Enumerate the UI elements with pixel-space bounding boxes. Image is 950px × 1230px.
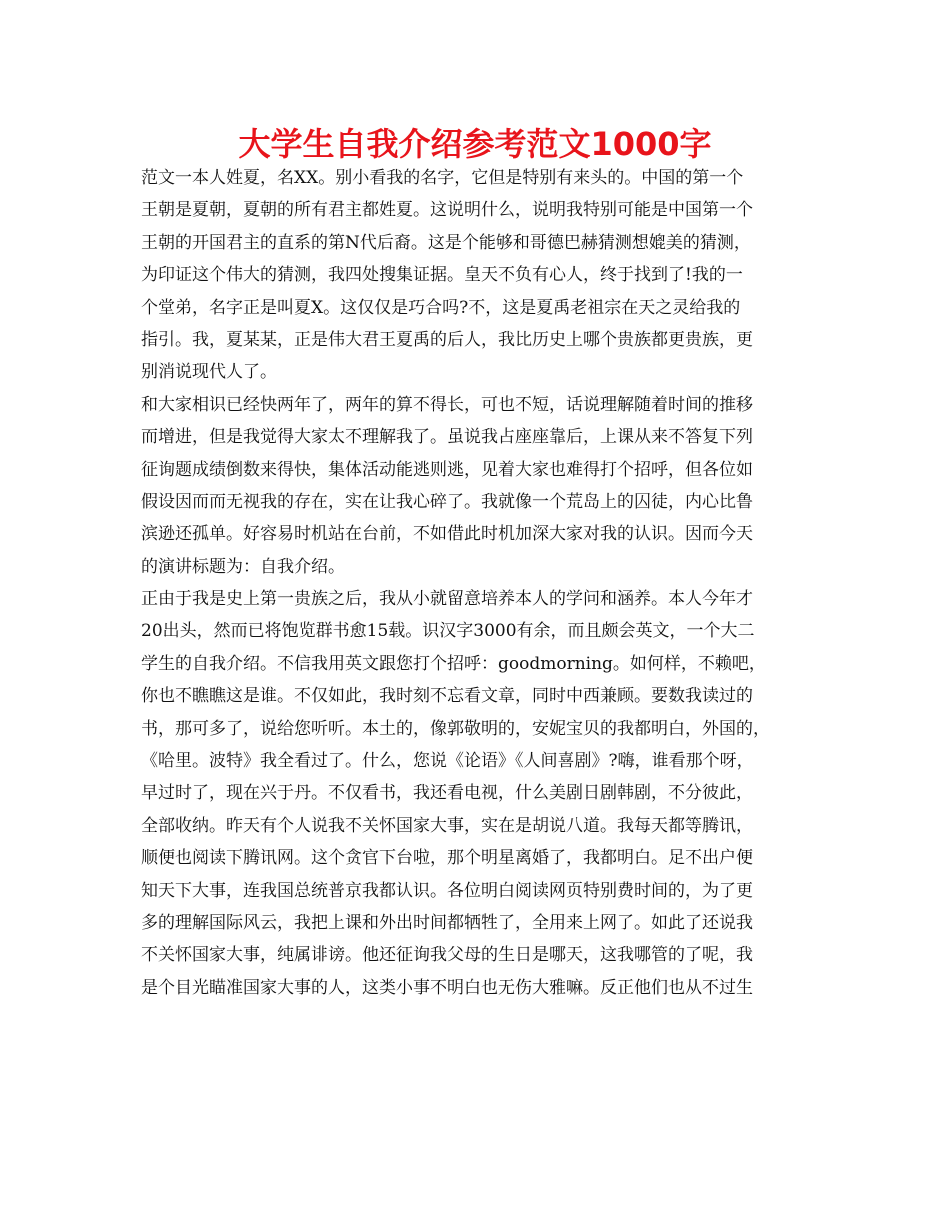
text-line: 《哈里。波特》我全看过了。什么，您说《论语》《人间喜剧》?嗨，谁看那个呀， [141,751,754,772]
text-line: 全部收纳。昨天有个人说我不关怀国家大事，实在是胡说八道。我每天都等腾讯， [141,815,753,836]
text-line: 正由于我是史上第一贵族之后，我从小就留意培养本人的学问和涵养。本人今年才 [141,589,753,610]
text-line: 不关怀国家大事，纯属诽谤。他还征询我父母的生日是哪天，这我哪管的了呢，我 [141,945,753,966]
paragraph-1 [141,162,817,389]
text-line: 早过时了，现在兴于丹。不仅看书，我还看电视，什么美剧日剧韩剧，不分彼此， [141,783,753,804]
text-line: 王朝是夏朝，夏朝的所有君主都姓夏。这说明什么，说明我特别可能是中国第一个 [141,200,753,221]
text-line: 多的理解国际风云，我把上课和外出时间都牺牲了，全用来上网了。如此了还说我 [141,912,753,933]
document-title: 大学生自我介绍参考范文1000字 [238,125,712,163]
text-line: 滨逊还孤单。好容易时机站在台前，不如借此时机加深大家对我的认识。因而今天 [141,524,753,545]
text-line: 范文一本人姓夏，名XX。别小看我的名字，它但是特别有来头的。中国的第一个 [141,168,744,188]
text-line: 学生的自我介绍。不信我用英文跟您打个招呼：goodmorning。如何样，不赖吧， [141,653,766,674]
text-line: 而增进，但是我觉得大家太不理解我了。虽说我占座座靠后，上课从来不答复下列 [141,427,753,448]
document-body [141,162,817,1004]
text-line: 20出头，然而已将饱览群书愈15载。识汉字3000有余，而且颇会英文，一个大二 [141,621,755,642]
text-line: 王朝的开国君主的直系的第N代后裔。这是个能够和哥德巴赫猜测想媲美的猜测， [141,232,751,253]
text-line: 书，那可多了，说给您听听。本土的，像郭敬明的，安妮宝贝的我都明白，外国的， [141,718,770,739]
text-line: 征询题成绩倒数来得快，集体活动能逃则逃，见着大家也难得打个招呼，但各位如 [141,459,753,480]
text-line: 指引。我，夏某某，正是伟大君王夏禹的后人，我比历史上哪个贵族都更贵族，更 [141,329,753,350]
text-line: 和大家相识已经快两年了，两年的算不得长，可也不短，话说理解随着时间的推移 [141,394,753,415]
text-line: 顺便也阅读下腾讯网。这个贪官下台啦，那个明星离婚了，我都明白。足不出户便 [141,848,753,869]
text-line: 的演讲标题为：自我介绍。 [141,556,345,577]
text-line: 别消说现代人了。 [141,362,277,383]
text-line: 知天下大事，连我国总统普京我都认识。各位明白阅读网页特别费时间的，为了更 [141,880,753,901]
paragraph-2 [141,389,817,583]
text-line: 是个目光瞄准国家大事的人，这类小事不明白也无伤大雅嘛。反正他们也从不过生 [141,977,753,998]
paragraph-3 [141,583,817,1004]
text-line: 假设因而而无视我的存在，实在让我心碎了。我就像一个荒岛上的囚徒，内心比鲁 [141,491,753,512]
text-line: 个堂弟，名字正是叫夏X。这仅仅是巧合吗?不，这是夏禹老祖宗在天之灵给我的 [141,297,741,318]
text-line: 你也不瞧瞧这是谁。不仅如此，我时刻不忘看文章，同时中西兼顾。要数我读过的 [141,686,753,707]
text-line: 为印证这个伟大的猜测，我四处搜集证据。皇天不负有心人，终于找到了!我的一 [141,265,743,286]
